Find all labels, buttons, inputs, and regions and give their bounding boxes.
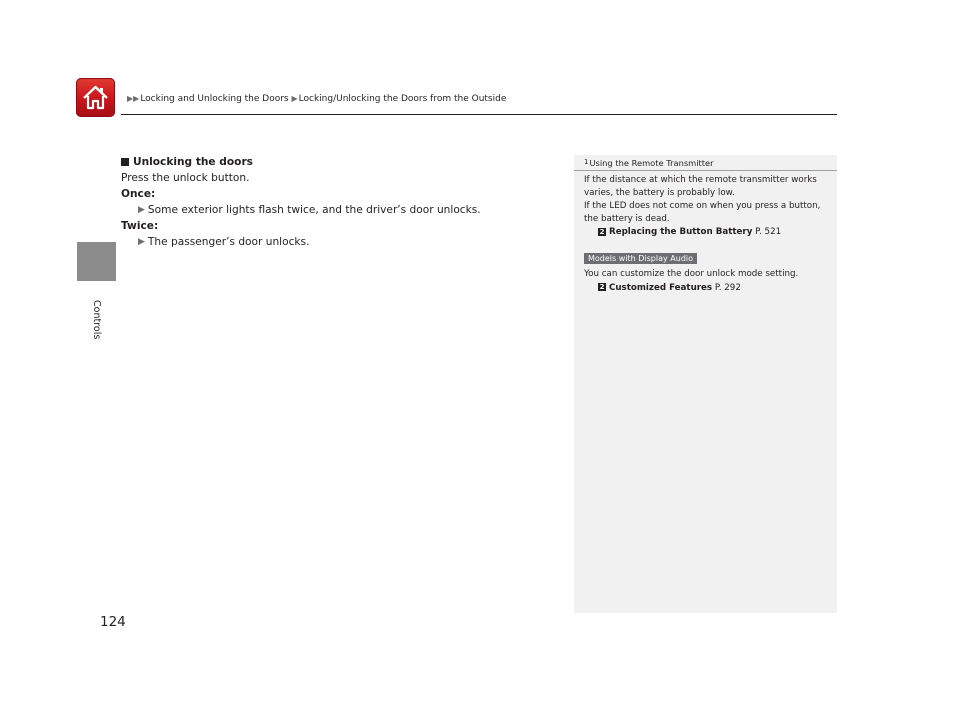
section-tab[interactable] [77, 242, 116, 281]
note-index: 1 [584, 158, 589, 166]
breadcrumb [127, 94, 506, 104]
step-twice-result-text: The passenger’s door unlocks. [147, 236, 310, 248]
breadcrumb-link-locking-unlocking[interactable]: Locking and Unlocking the Doors [140, 94, 289, 104]
note-body [584, 174, 832, 295]
reference-title[interactable]: Replacing the Button Battery [609, 227, 753, 238]
intro-text: Press the unlock button. [121, 172, 250, 184]
section-heading [121, 154, 551, 170]
step-once-result-text: Some exterior lights flash twice, and the driver’s door unlocks. [147, 204, 481, 216]
note-paragraph-2: If the LED does not come on when you press a button, the battery is dead. [584, 201, 821, 225]
result-arrow-icon: ▶ [138, 205, 145, 215]
breadcrumb-arrow-icon: ▶ [291, 94, 298, 103]
reference-icon: 2 [599, 227, 605, 236]
step-twice-label: Twice: [121, 220, 159, 232]
reference-page[interactable]: P. 292 [714, 282, 741, 293]
section-heading-text: Unlocking the doors [133, 156, 253, 168]
step-twice-result [121, 234, 551, 250]
note-paragraph-3: You can customize the door unlock mode setting. [584, 269, 799, 280]
main-content [121, 154, 551, 250]
side-note-panel [574, 155, 837, 613]
reference-icon: 2 [599, 283, 605, 292]
model-badge: Models with Display Audio [584, 253, 697, 264]
note-title-text: Using the Remote Transmitter [589, 158, 714, 168]
note-title [584, 158, 714, 168]
home-icon [81, 83, 110, 112]
breadcrumb-arrow-icon: ▶▶ [127, 94, 140, 103]
home-button[interactable] [76, 78, 115, 117]
reference-title[interactable]: Customized Features [609, 282, 713, 293]
note-paragraph-1: If the distance at which the remote transmitter works varies, the battery is probably low. [584, 175, 817, 199]
result-arrow-icon: ▶ [138, 237, 145, 247]
section-label: Controls [91, 300, 102, 340]
header-divider [121, 114, 837, 115]
reference-page[interactable]: P. 521 [755, 227, 782, 238]
step-once-result [121, 202, 551, 218]
cross-reference-button-battery[interactable] [584, 226, 832, 239]
note-divider [574, 170, 837, 171]
cross-reference-customized-features[interactable] [584, 282, 832, 295]
square-bullet-icon [121, 158, 129, 166]
breadcrumb-current-page: Locking/Unlocking the Doors from the Outside [298, 94, 507, 104]
page-number: 124 [100, 614, 126, 630]
step-once-label: Once: [121, 188, 156, 200]
